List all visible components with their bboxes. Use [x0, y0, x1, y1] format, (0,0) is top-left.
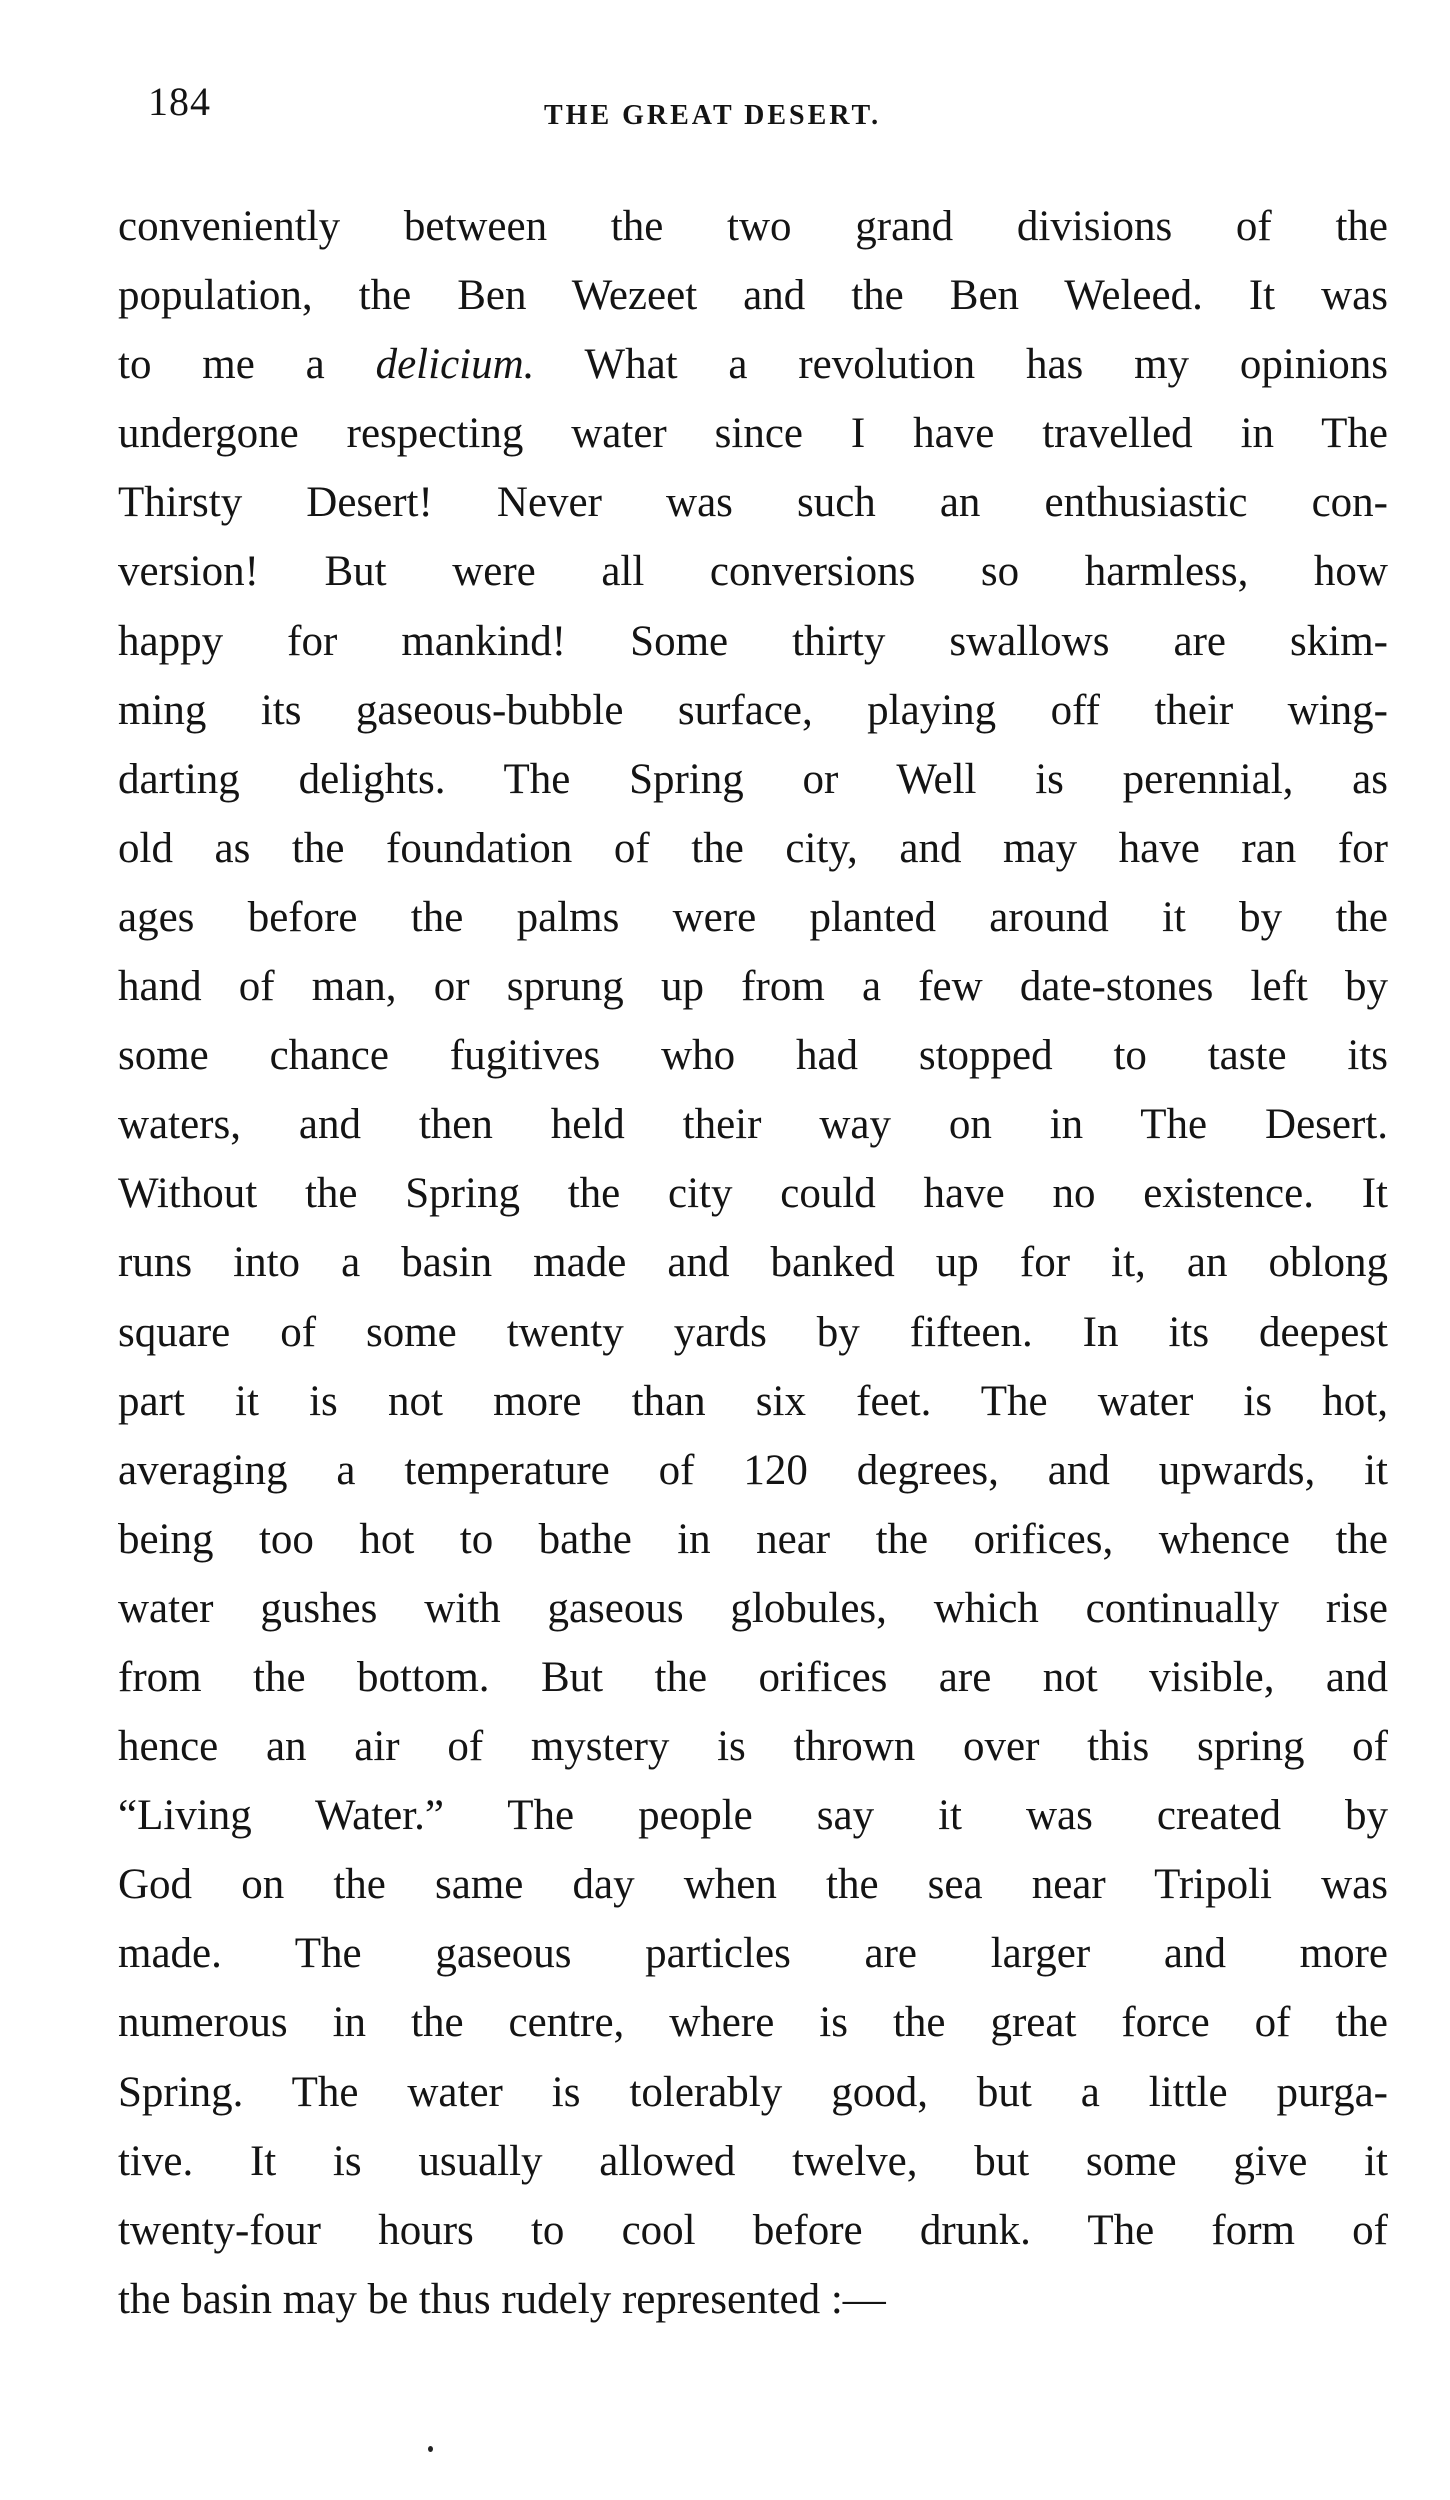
italic-term: delicium. [375, 341, 535, 389]
text-line: averaging a temperature of 120 degrees, and upwards, it [118, 1446, 1388, 1494]
text-line: tive. It is usually allowed twelve, but some give it [118, 2137, 1388, 2185]
text-line: version! But were all conversions so harmless, how [118, 548, 1388, 596]
text-line: ages before the palms were planted around it by the [118, 893, 1388, 941]
running-head: THE GREAT DESERT. [544, 100, 882, 131]
text-line: population, the Ben Wezeet and the Ben Weleed. It was [118, 272, 1388, 320]
text-line: from the bottom. But the orifices are not visible, and [118, 1653, 1388, 1701]
text-segment: What a revolution has my opinions [584, 341, 1389, 389]
text-line [118, 330, 1388, 399]
text-line: being too hot to bathe in near the orifices, whence the [118, 1515, 1388, 1563]
page-number: 184 [148, 79, 211, 124]
text-line: Without the Spring the city could have no existence. It [118, 1170, 1388, 1218]
text-line: water gushes with gaseous globules, which continually rise [118, 1584, 1388, 1632]
text-line: old as the foundation of the city, and may have ran for [118, 824, 1388, 872]
body-text [118, 192, 1388, 2334]
text-line: “Living Water.” The people say it was created by [118, 1792, 1388, 1840]
page-header [148, 72, 1388, 142]
text-line: part it is not more than six feet. The water is hot, [118, 1377, 1388, 1425]
text-line: some chance fugitives who had stopped to taste its [118, 1032, 1388, 1080]
text-line: runs into a basin made and banked up for it, an oblong [118, 1239, 1388, 1287]
text-segment: to me a [118, 341, 325, 389]
text-line: undergone respecting water since I have travelled in The [118, 410, 1388, 458]
text-line: hand of man, or sprung up from a few date-stones left by [118, 963, 1388, 1011]
text-line: happy for mankind! Some thirty swallows are skim- [118, 617, 1388, 665]
text-line: made. The gaseous particles are larger and more [118, 1930, 1388, 1978]
text-line: darting delights. The Spring or Well is perennial, as [118, 755, 1388, 803]
text-line: numerous in the centre, where is the great force of the [118, 1999, 1388, 2047]
text-line: Spring. The water is tolerably good, but a little purga- [118, 2068, 1388, 2116]
text-line: the basin may be thus rudely represented :— [118, 2275, 886, 2323]
text-line: God on the same day when the sea near Tripoli was [118, 1861, 1388, 1909]
text-line: waters, and then held their way on in The Desert. [118, 1101, 1388, 1149]
text-line: hence an air of mystery is thrown over this spring of [118, 1723, 1388, 1771]
text-line: twenty-four hours to cool before drunk. The form of [118, 2206, 1388, 2254]
text-line: Thirsty Desert! Never was such an enthusiastic con- [118, 479, 1388, 527]
text-line: conveniently between the two grand divisions of the [118, 203, 1388, 250]
text-line: square of some twenty yards by fifteen. In its deepest [118, 1308, 1388, 1356]
text-line: ming its gaseous-bubble surface, playing off their wing- [118, 686, 1388, 734]
ink-speck [428, 2446, 433, 2452]
